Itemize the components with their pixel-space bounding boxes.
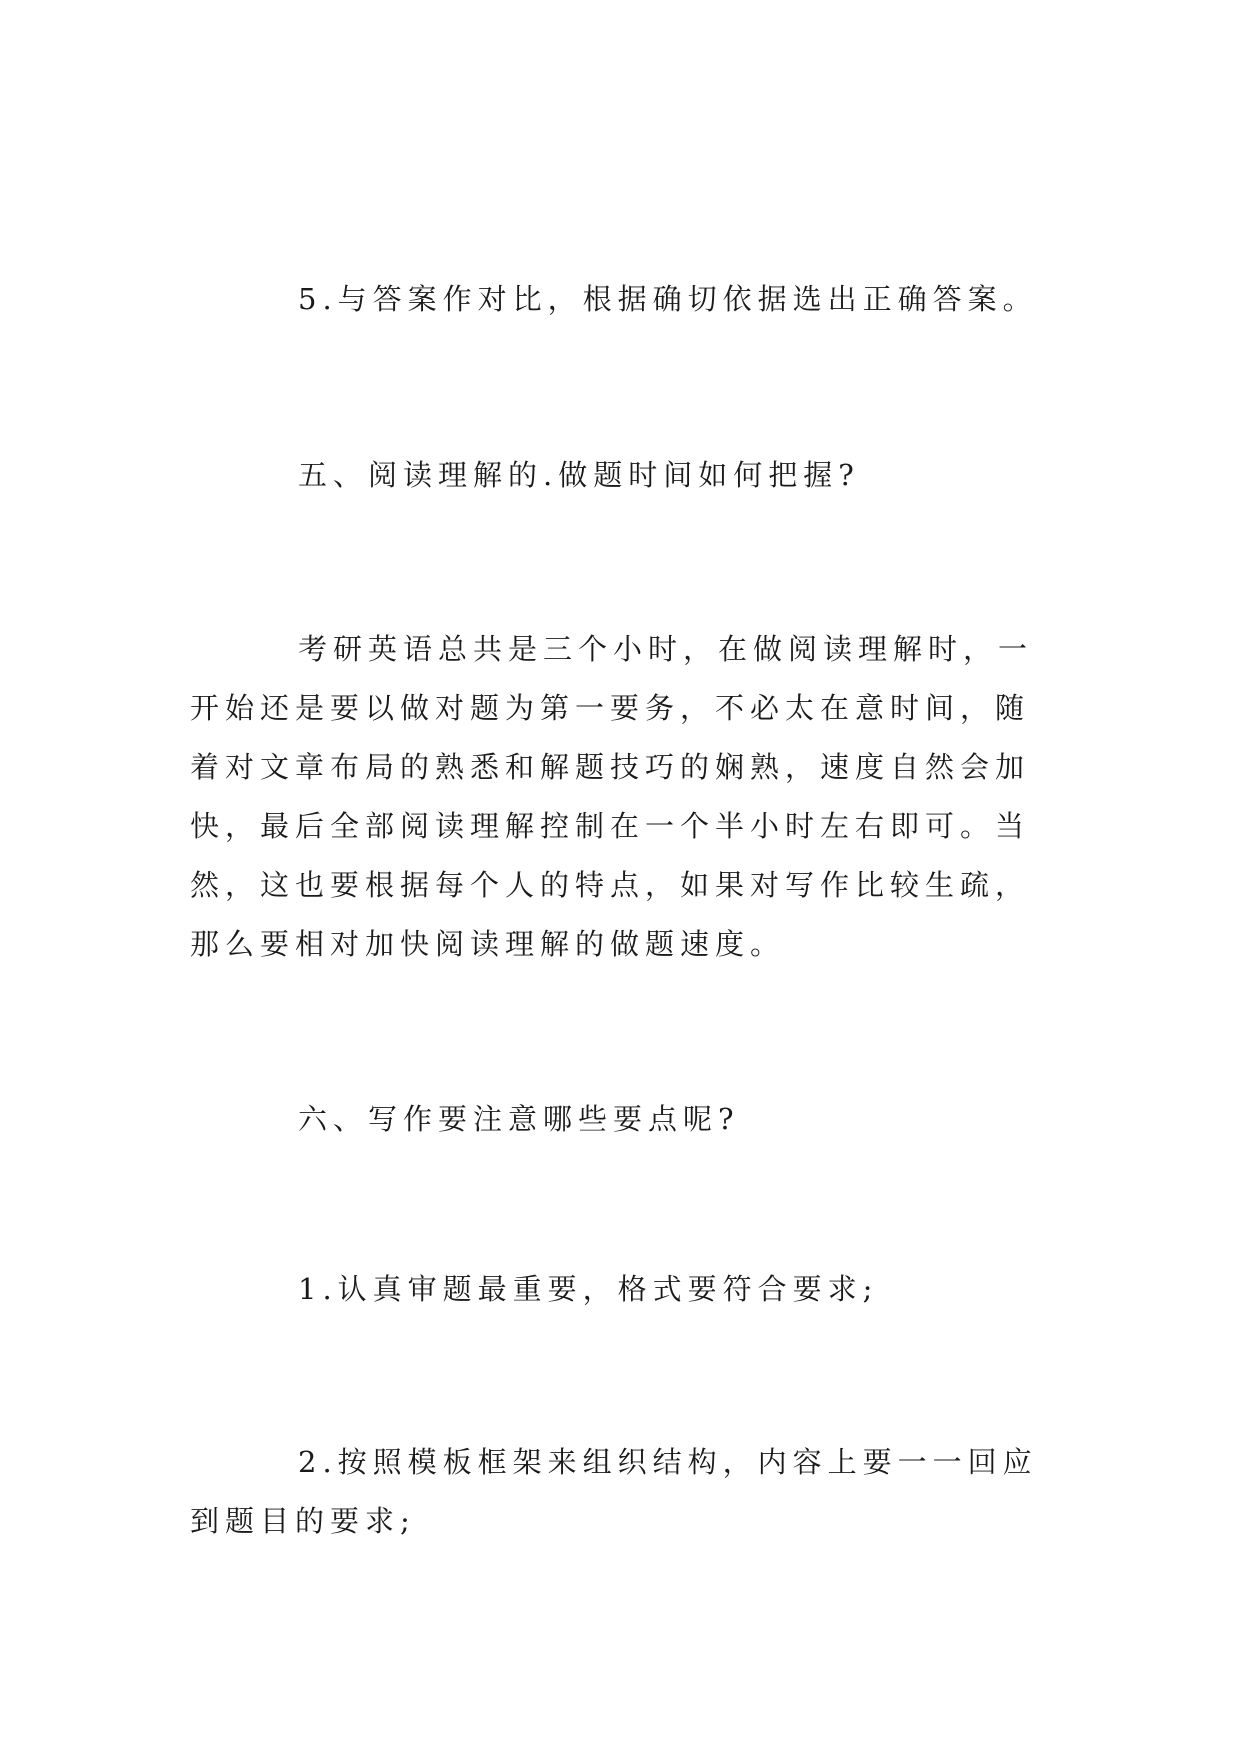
writing-point-1: 1.认真审题最重要，格式要符合要求; [298,1272,879,1306]
step-5-paragraph: 5.与答案作对比，根据确切依据选出正确答案。 [298,282,1038,316]
writing-point-2: 2.按照模板框架来组织结构，内容上要一一回应到题目的要求; [190,1445,1038,1538]
section-6-heading: 六、写作要注意哪些要点呢? [298,1102,740,1136]
reading-time-paragraph: 考研英语总共是三个小时，在做阅读理解时，一开始还是要以做对题为第一要务，不必太在意时间，随着对文章布局的熟悉和解题技巧的娴熟，速度自然会加快，最后全部阅读理解控制在一个半小时左右即可。当然，这也要根据每个人的特点，如果对写作比较生疏，那么要相对加快阅读理解的做题速度。 [190,632,1034,961]
section-5-heading: 五、阅读理解的.做题时间如何把握? [298,458,860,492]
